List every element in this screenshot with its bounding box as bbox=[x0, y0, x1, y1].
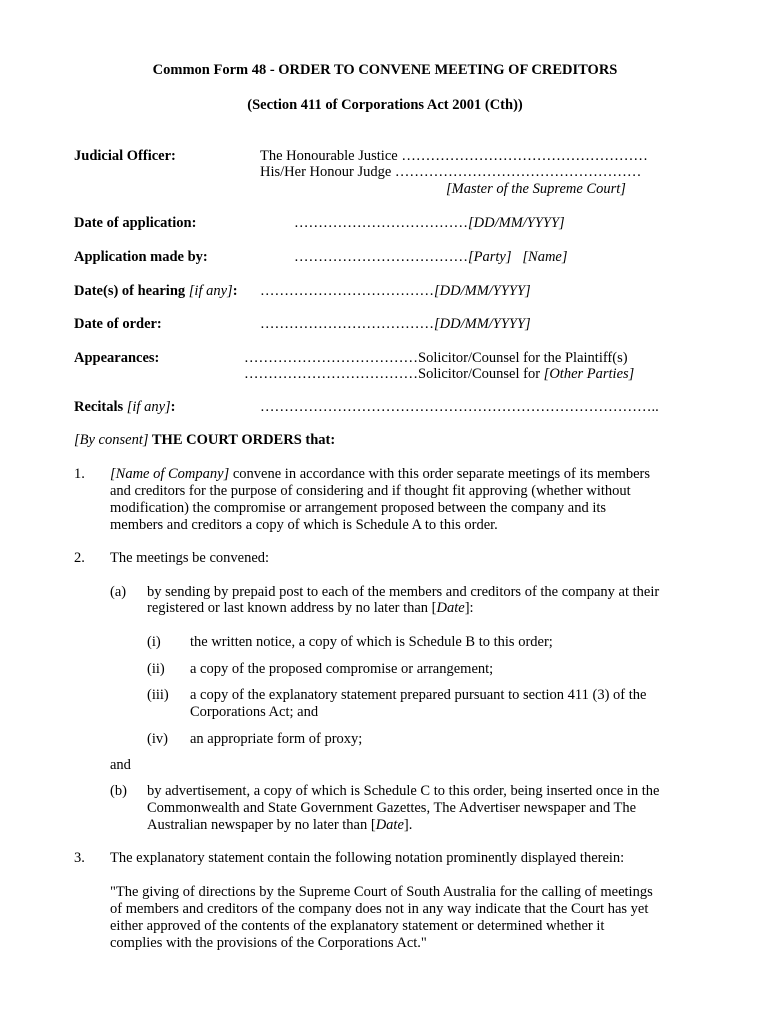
order-2b-line3-a: Australian newspaper by no later than [ bbox=[147, 817, 376, 833]
orders-heading-italic: [By consent] bbox=[74, 432, 149, 448]
recitals-label-end: : bbox=[170, 399, 176, 415]
order-2-number: 2. bbox=[74, 550, 85, 566]
order-2a-label: (a) bbox=[110, 584, 127, 600]
page-subtitle: (Section 411 of Corporations Act 2001 (Cth)) bbox=[247, 97, 523, 113]
dates-of-hearing-label bbox=[74, 283, 238, 300]
order-1-line1 bbox=[110, 466, 650, 483]
item-iii-line2: Corporations Act; and bbox=[190, 704, 319, 720]
dates-of-hearing-label-end: : bbox=[232, 283, 238, 299]
dates-of-hearing-label-italic: [if any] bbox=[188, 283, 233, 299]
date-of-application-value: [DD/MM/YYYY] bbox=[468, 215, 565, 231]
item-i-label: (i) bbox=[147, 634, 161, 650]
appearances-line1 bbox=[244, 350, 628, 367]
recitals-label-italic: [if any] bbox=[126, 399, 171, 415]
order-1-company: [Name of Company] bbox=[110, 466, 230, 482]
order-1-line4: members and creditors a copy of which is Schedule A to this order. bbox=[110, 517, 498, 533]
appearances-line2-italic: [Other Parties] bbox=[543, 366, 635, 382]
item-ii-text: a copy of the proposed compromise or arrangement; bbox=[190, 661, 494, 677]
application-made-by-label: Application made by: bbox=[74, 249, 208, 265]
date-of-order-dots: ……………………………… bbox=[260, 316, 434, 332]
date-of-order-value: [DD/MM/YYYY] bbox=[434, 316, 531, 332]
order-2-text: The meetings be convened: bbox=[110, 550, 270, 566]
order-2b-line1: by advertisement, a copy of which is Schedule C to this order, being inserted once in the bbox=[147, 783, 660, 799]
judicial-officer-label: Judicial Officer: bbox=[74, 148, 176, 164]
recitals-dots: ……………………………………………………………………….. bbox=[260, 399, 659, 415]
judicial-officer-line3: [Master of the Supreme Court] bbox=[446, 181, 626, 197]
orders-heading bbox=[74, 432, 335, 449]
recitals-label-text: Recitals bbox=[74, 399, 127, 415]
appearances-line2-text: Solicitor/Counsel for bbox=[418, 366, 544, 382]
order-3-quote-line3: either approved of the contents of the explanatory statement or determined whether it bbox=[110, 918, 605, 934]
order-2a-date: Date bbox=[436, 600, 465, 616]
appearances-line1-text: Solicitor/Counsel for the Plaintiff(s) bbox=[418, 350, 628, 366]
order-2a-line2-c: ]: bbox=[464, 600, 474, 616]
item-iv-text: an appropriate form of proxy; bbox=[190, 731, 363, 747]
order-3-quote-line4: complies with the provisions of the Corporations Act." bbox=[110, 935, 427, 951]
order-3-quote-line2: of members and creditors of the company does not in any way indicate that the Court has yet bbox=[110, 901, 649, 917]
item-iv-label: (iv) bbox=[147, 731, 168, 747]
order-2a-line1: by sending by prepaid post to each of the members and creditors of the company at their bbox=[147, 584, 660, 600]
order-3-quote-line1: "The giving of directions by the Supreme Court of South Australia for the calling of meetings bbox=[110, 884, 653, 900]
order-2b-line3-c: ]. bbox=[403, 817, 413, 833]
dates-of-hearing-dots: ……………………………… bbox=[260, 283, 434, 299]
appearances-line2 bbox=[244, 366, 634, 383]
order-2a-line2 bbox=[147, 600, 474, 617]
date-of-application-dots: ……………………………… bbox=[294, 215, 468, 231]
order-2b-line2: Commonwealth and State Government Gazettes, The Advertiser newspaper and The bbox=[147, 800, 637, 816]
item-ii-label: (ii) bbox=[147, 661, 165, 677]
judicial-officer-line2: His/Her Honour Judge …………………………………………… bbox=[260, 164, 642, 180]
date-of-order-field bbox=[260, 316, 531, 333]
dates-of-hearing-field bbox=[260, 283, 531, 300]
application-made-by-value: [Party] [Name] bbox=[468, 249, 568, 265]
order-2b-date: Date bbox=[375, 817, 404, 833]
order-2b-label: (b) bbox=[110, 783, 127, 799]
order-1-line3: modification) the compromise or arrangement proposed between the company and its bbox=[110, 500, 607, 516]
order-2-and: and bbox=[110, 757, 131, 773]
order-1-number: 1. bbox=[74, 466, 85, 482]
appearances-label: Appearances: bbox=[74, 350, 160, 366]
dates-of-hearing-label-text: Date(s) of hearing bbox=[74, 283, 189, 299]
appearances-line1-dots: ……………………………… bbox=[244, 350, 418, 366]
recitals-label bbox=[74, 399, 176, 416]
appearances-line2-dots: ……………………………… bbox=[244, 366, 418, 382]
item-iii-line1: a copy of the explanatory statement prepared pursuant to section 411 (3) of the bbox=[190, 687, 647, 703]
order-2b-line3 bbox=[147, 817, 412, 834]
order-1-text1: convene in accordance with this order separate meetings of its members bbox=[229, 466, 650, 482]
judicial-officer-line1: The Honourable Justice …………………………………………… bbox=[260, 148, 648, 164]
order-3-text: The explanatory statement contain the following notation prominently displayed therein: bbox=[110, 850, 625, 866]
date-of-application-field bbox=[294, 215, 565, 232]
dates-of-hearing-value: [DD/MM/YYYY] bbox=[434, 283, 531, 299]
order-3-number: 3. bbox=[74, 850, 85, 866]
date-of-application-label: Date of application: bbox=[74, 215, 197, 231]
item-i-text: the written notice, a copy of which is Schedule B to this order; bbox=[190, 634, 553, 650]
application-made-by-field bbox=[294, 249, 568, 266]
orders-heading-bold: THE COURT ORDERS that: bbox=[148, 432, 336, 448]
date-of-order-label: Date of order: bbox=[74, 316, 162, 332]
page-title: Common Form 48 - ORDER TO CONVENE MEETING OF CREDITORS bbox=[152, 62, 618, 78]
application-made-by-dots: ……………………………… bbox=[294, 249, 468, 265]
order-2a-line2-a: registered or last known address by no later than [ bbox=[147, 600, 437, 616]
order-1-line2: and creditors for the purpose of considering and if thought fit approving (whether without bbox=[110, 483, 631, 499]
item-iii-label: (iii) bbox=[147, 687, 169, 703]
